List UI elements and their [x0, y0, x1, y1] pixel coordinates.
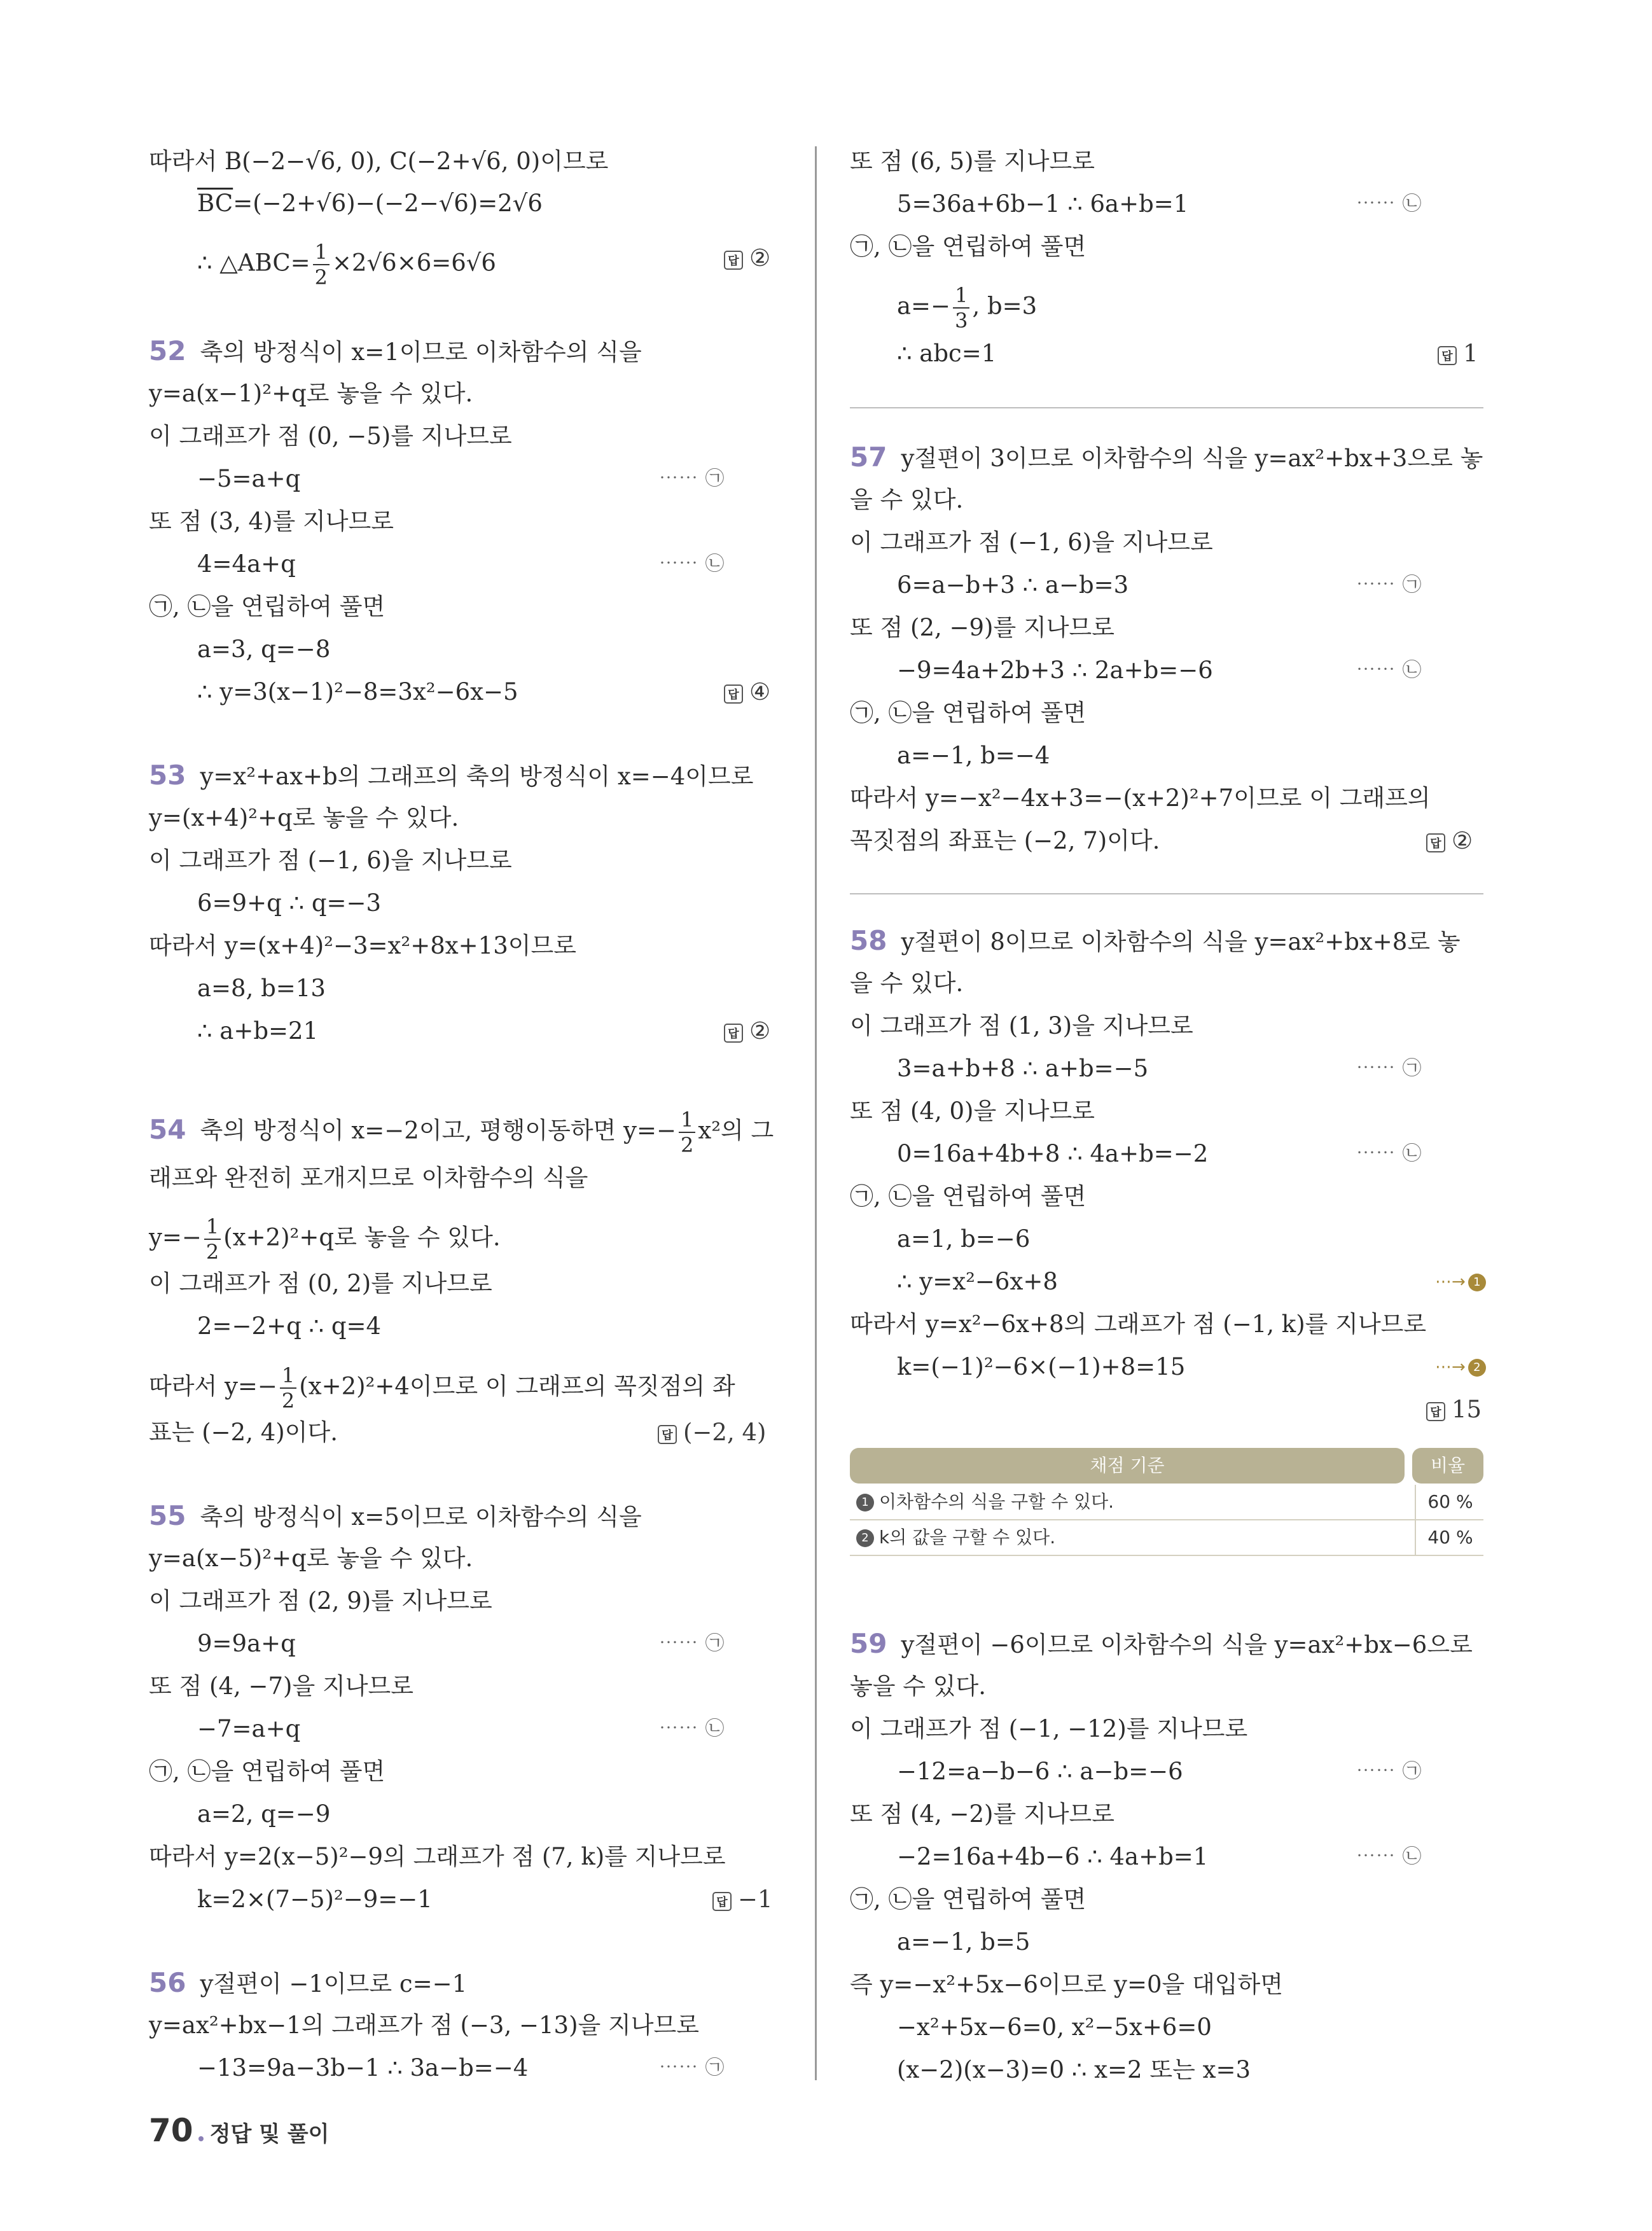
- problem-number: 57: [850, 441, 887, 473]
- answer-marker: [1438, 340, 1478, 368]
- text-line: 이 그래프가 점 (0, −5)를 지나므로: [149, 422, 512, 450]
- grading-header-ratio: 비율: [1412, 1448, 1483, 1484]
- text-line: 표는 (−2, 4)이다.: [149, 1419, 338, 1446]
- problem-number: 54: [149, 1113, 186, 1145]
- numerator: 1: [313, 242, 330, 265]
- text-line: 래프와 완전히 포개지므로 이차함수의 식을: [149, 1164, 588, 1192]
- equation-line: ∴ a+b=21: [197, 1017, 319, 1045]
- equation-mark: ⋯⋯ ㉡: [659, 1718, 725, 1740]
- text-line: 즉 y=−x²+5x−6이므로 y=0을 대입하면: [850, 1971, 1283, 1998]
- step-number: 1: [1468, 1274, 1486, 1291]
- problem-number: 52: [149, 335, 186, 366]
- text-line: 이 그래프가 점 (−1, 6)을 지나므로: [149, 847, 512, 874]
- criteria-text: 이차함수의 식을 구할 수 있다.: [879, 1491, 1114, 1512]
- text-line: 이 그래프가 점 (2, 9)를 지나므로: [149, 1587, 492, 1615]
- grading-criteria: [856, 1485, 1114, 1519]
- problem-58-line: [850, 927, 1461, 956]
- text-line: 또 점 (4, −2)를 지나므로: [850, 1800, 1114, 1828]
- grading-ratio: 60 %: [1415, 1485, 1485, 1519]
- criteria-number: 1: [856, 1494, 874, 1512]
- answer-icon: 답: [658, 1425, 677, 1444]
- equation-line: 9=9a+q: [197, 1630, 296, 1657]
- text-line: 따라서 y=2(x−5)²−9의 그래프가 점 (7, k)를 지나므로: [149, 1843, 726, 1870]
- text-line: 이 그래프가 점 (1, 3)을 지나므로: [850, 1012, 1193, 1039]
- text: , b=3: [972, 292, 1038, 320]
- text-line: [149, 1216, 501, 1262]
- fraction: [313, 242, 330, 288]
- text-line: 을 수 있다.: [850, 486, 964, 513]
- section-divider: [850, 893, 1483, 894]
- equation-line: −7=a+q: [197, 1715, 301, 1742]
- text-line: 따라서 y=x²−6x+8의 그래프가 점 (−1, k)를 지나므로: [850, 1310, 1427, 1338]
- text-line: 따라서 y=(x+4)²−3=x²+8x+13이므로: [149, 932, 576, 959]
- grading-ratio: 40 %: [1415, 1520, 1485, 1555]
- text: 축의 방정식이 x=5이므로 이차함수의 식을: [200, 1503, 642, 1531]
- text-line: 이 그래프가 점 (0, 2)를 지나므로: [149, 1270, 492, 1297]
- denominator: 3: [955, 309, 968, 333]
- text-line: ㉠, ㉡을 연립하여 풀면: [850, 699, 1086, 726]
- equation-line: (x−2)(x−3)=0 ∴ x=2 또는 x=3: [897, 2056, 1251, 2083]
- text-line: 따라서 B(−2−√6, 0), C(−2+√6, 0)이므로: [149, 148, 609, 175]
- equation-line: −2=16a+4b−6 ∴ 4a+b=1: [897, 1843, 1209, 1870]
- text-line: 또 점 (4, −7)을 지나므로: [149, 1672, 413, 1700]
- text-line: [149, 1365, 735, 1411]
- problem-59-line: [850, 1630, 1473, 1659]
- step-number: 2: [1468, 1359, 1486, 1377]
- text-line: [197, 242, 496, 288]
- text-line: y=a(x−5)²+q로 놓을 수 있다.: [149, 1545, 473, 1572]
- numerator: 1: [204, 1216, 221, 1240]
- problem-54-line: [149, 1109, 774, 1155]
- numerator: 1: [679, 1109, 695, 1133]
- text-line: ㉠, ㉡을 연립하여 풀면: [850, 1183, 1086, 1210]
- answer-icon: 답: [712, 1892, 732, 1911]
- text-line: ㉠, ㉡을 연립하여 풀면: [149, 1758, 385, 1785]
- text-line: 놓을 수 있다.: [850, 1672, 986, 1700]
- numerator: 1: [953, 285, 969, 309]
- equation-line: a=−1, b=−4: [897, 742, 1050, 769]
- text-line: ㉠, ㉡을 연립하여 풀면: [149, 593, 385, 620]
- equation-line: 3=a+b+8 ∴ a+b=−5: [897, 1055, 1149, 1082]
- text-line: 또 점 (2, −9)를 지나므로: [850, 614, 1114, 641]
- equation-line: −x²+5x−6=0, x²−5x+6=0: [897, 2013, 1212, 2041]
- answer-value: 1: [1463, 340, 1478, 367]
- equation-line: −9=4a+2b+3 ∴ 2a+b=−6: [897, 657, 1213, 684]
- answer-marker: [658, 1419, 766, 1447]
- answer-icon: 답: [1426, 1402, 1445, 1421]
- bullet-dot: [198, 2136, 204, 2141]
- equation: =(−2+√6)−(−2−√6)=2√6: [233, 190, 543, 217]
- answer-marker: [724, 244, 770, 272]
- step-marker: ⋯→ 2: [1435, 1353, 1486, 1381]
- answer-icon: 답: [724, 685, 743, 704]
- text: a=−: [897, 292, 951, 320]
- fraction: [280, 1365, 296, 1411]
- grading-criteria: [856, 1520, 1055, 1555]
- equation-line: −5=a+q: [197, 465, 301, 492]
- equation-line: a=1, b=−6: [897, 1225, 1031, 1253]
- problem-number: 53: [149, 760, 186, 791]
- answer-marker: [712, 1886, 773, 1914]
- text-line: [197, 190, 543, 218]
- answer-icon: 답: [1426, 833, 1445, 852]
- footer-label: 정답 및 풀이: [209, 2122, 330, 2147]
- answer-icon: 답: [724, 251, 743, 270]
- answer-value: ②: [1452, 827, 1473, 854]
- equation-line: ∴ y=x²−6x+8: [897, 1268, 1058, 1295]
- equation-line: a=−1, b=5: [897, 1928, 1031, 1956]
- denominator: 2: [205, 1240, 219, 1264]
- text: y절편이 8이므로 이차함수의 식을 y=ax²+bx+8로 놓: [901, 928, 1461, 956]
- equation-line: 0=16a+4b+8 ∴ 4a+b=−2: [897, 1140, 1209, 1167]
- text-line: ㉠, ㉡을 연립하여 풀면: [850, 233, 1086, 260]
- text: y=−: [149, 1223, 202, 1251]
- column-divider: [815, 146, 817, 2080]
- text: y=x²+ax+b의 그래프의 축의 방정식이 x=−4이므로: [200, 763, 754, 790]
- equation-mark: ⋯⋯ ㉡: [1356, 1143, 1422, 1165]
- text: (x+2)²+4이므로 이 그래프의 꼭짓점의 좌: [299, 1372, 735, 1400]
- text-line: 또 점 (4, 0)을 지나므로: [850, 1097, 1095, 1125]
- text-line: 을 수 있다.: [850, 970, 964, 997]
- text: y절편이 −6이므로 이차함수의 식을 y=ax²+bx−6으로: [901, 1631, 1473, 1658]
- page-footer: [149, 2112, 330, 2149]
- equation-line: 2=−2+q ∴ q=4: [197, 1312, 382, 1340]
- equation-line: 5=36a+6b−1 ∴ 6a+b=1: [897, 190, 1189, 218]
- text-line: 따라서 y=−x²−4x+3=−(x+2)²+7이므로 이 그래프의: [850, 784, 1431, 812]
- text-line: 이 그래프가 점 (−1, −12)를 지나므로: [850, 1715, 1248, 1742]
- text: y절편이 −1이므로 c=−1: [200, 1970, 468, 1998]
- text-line: y=(x+4)²+q로 놓을 수 있다.: [149, 804, 459, 831]
- fraction: [953, 285, 969, 331]
- text: y절편이 3이므로 이차함수의 식을 y=ax²+bx+3으로 놓: [901, 445, 1483, 472]
- text: 축의 방정식이 x=1이므로 이차함수의 식을: [200, 338, 642, 366]
- equation-line: k=2×(7−5)²−9=−1: [197, 1886, 433, 1913]
- answer-marker: [1426, 1396, 1482, 1424]
- text: (x+2)²+q로 놓을 수 있다.: [223, 1223, 501, 1251]
- equation-mark: ⋯⋯ ㉠: [659, 468, 725, 490]
- answer-marker: [1426, 827, 1473, 855]
- equation-line: a=2, q=−9: [197, 1800, 331, 1828]
- answer-marker: [724, 678, 770, 706]
- criteria-text: k의 값을 구할 수 있다.: [879, 1527, 1056, 1548]
- problem-number: 56: [149, 1967, 186, 1998]
- equation-line: ∴ abc=1: [897, 340, 997, 367]
- segment-bc: $\overline{BC}$: [197, 190, 233, 217]
- text-line: 또 점 (3, 4)를 지나므로: [149, 508, 394, 535]
- equation-mark: ⋯⋯ ㉡: [659, 553, 725, 575]
- denominator: 2: [281, 1389, 295, 1413]
- equation-mark: ⋯⋯ ㉠: [1356, 1760, 1422, 1783]
- step-marker: ⋯→ 1: [1435, 1268, 1486, 1296]
- equation-mark: ⋯⋯ ㉡: [1356, 193, 1422, 215]
- answer-value: ②: [749, 244, 771, 272]
- problem-57-line: [850, 443, 1483, 473]
- problem-56-line: [149, 1969, 467, 1998]
- problem-55-line: [149, 1502, 642, 1531]
- equation-line: a=3, q=−8: [197, 636, 331, 663]
- equation-line: [897, 285, 1037, 331]
- text-line: y=a(x−1)²+q로 놓을 수 있다.: [149, 380, 473, 407]
- problem-number: 58: [850, 925, 887, 956]
- grading-row: [850, 1520, 1483, 1556]
- section-divider: [850, 407, 1483, 408]
- equation: ∴ △ABC=: [197, 249, 310, 277]
- answer-icon: 답: [1438, 346, 1457, 365]
- problem-53-line: [149, 761, 754, 791]
- answer-value: 15: [1452, 1396, 1482, 1423]
- text-line: y=ax²+bx−1의 그래프가 점 (−3, −13)을 지나므로: [149, 2012, 699, 2039]
- criteria-number: 2: [856, 1529, 874, 1547]
- denominator: 2: [314, 265, 328, 289]
- text-line: ㉠, ㉡을 연립하여 풀면: [850, 1886, 1086, 1913]
- equation-line: −13=9a−3b−1 ∴ 3a−b=−4: [197, 2054, 529, 2082]
- equation: ×2√6×6=6√6: [332, 249, 496, 277]
- text-line: 이 그래프가 점 (−1, 6)을 지나므로: [850, 529, 1213, 556]
- grading-row: [850, 1485, 1483, 1520]
- problem-52-line: [149, 337, 642, 366]
- answer-icon: 답: [724, 1024, 743, 1043]
- equation-line: 4=4a+q: [197, 550, 296, 578]
- text-line: 꼭짓점의 좌표는 (−2, 7)이다.: [850, 827, 1160, 854]
- equation-mark: ⋯⋯ ㉠: [659, 1632, 725, 1655]
- text-line: 또 점 (6, 5)를 지나므로: [850, 148, 1095, 175]
- answer-value: −1: [738, 1886, 773, 1913]
- denominator: 2: [680, 1133, 694, 1157]
- text: 축의 방정식이 x=−2이고, 평행이동하면 y=−: [200, 1116, 676, 1144]
- answer-value: ④: [749, 678, 771, 705]
- fraction: [204, 1216, 221, 1262]
- equation-line: ∴ y=3(x−1)²−8=3x²−6x−5: [197, 678, 518, 705]
- problem-number: 59: [850, 1628, 887, 1659]
- page-number: 70: [149, 2112, 193, 2149]
- grading-header-criteria: 채점 기준: [850, 1448, 1405, 1484]
- equation-mark: ⋯⋯ ㉠: [1356, 1057, 1422, 1080]
- text: x²의 그: [698, 1116, 774, 1144]
- equation-line: 6=a−b+3 ∴ a−b=3: [897, 571, 1129, 599]
- equation-line: 6=9+q ∴ q=−3: [197, 889, 382, 917]
- equation-mark: ⋯⋯ ㉡: [1356, 659, 1422, 681]
- equation-mark: ⋯⋯ ㉡: [1356, 1845, 1422, 1868]
- fraction: [679, 1109, 695, 1155]
- equation-line: k=(−1)²−6×(−1)+8=15: [897, 1353, 1186, 1380]
- equation-mark: ⋯⋯ ㉠: [1356, 574, 1422, 596]
- equation-line: −12=a−b−6 ∴ a−b=−6: [897, 1758, 1183, 1785]
- answer-value: ②: [749, 1017, 771, 1045]
- equation-line: a=8, b=13: [197, 975, 326, 1002]
- numerator: 1: [280, 1365, 296, 1389]
- text: 따라서 y=−: [149, 1372, 277, 1400]
- answer-marker: [724, 1017, 770, 1045]
- answer-value: (−2, 4): [683, 1419, 767, 1446]
- problem-number: 55: [149, 1500, 186, 1531]
- equation-mark: ⋯⋯ ㉠: [659, 2057, 725, 2079]
